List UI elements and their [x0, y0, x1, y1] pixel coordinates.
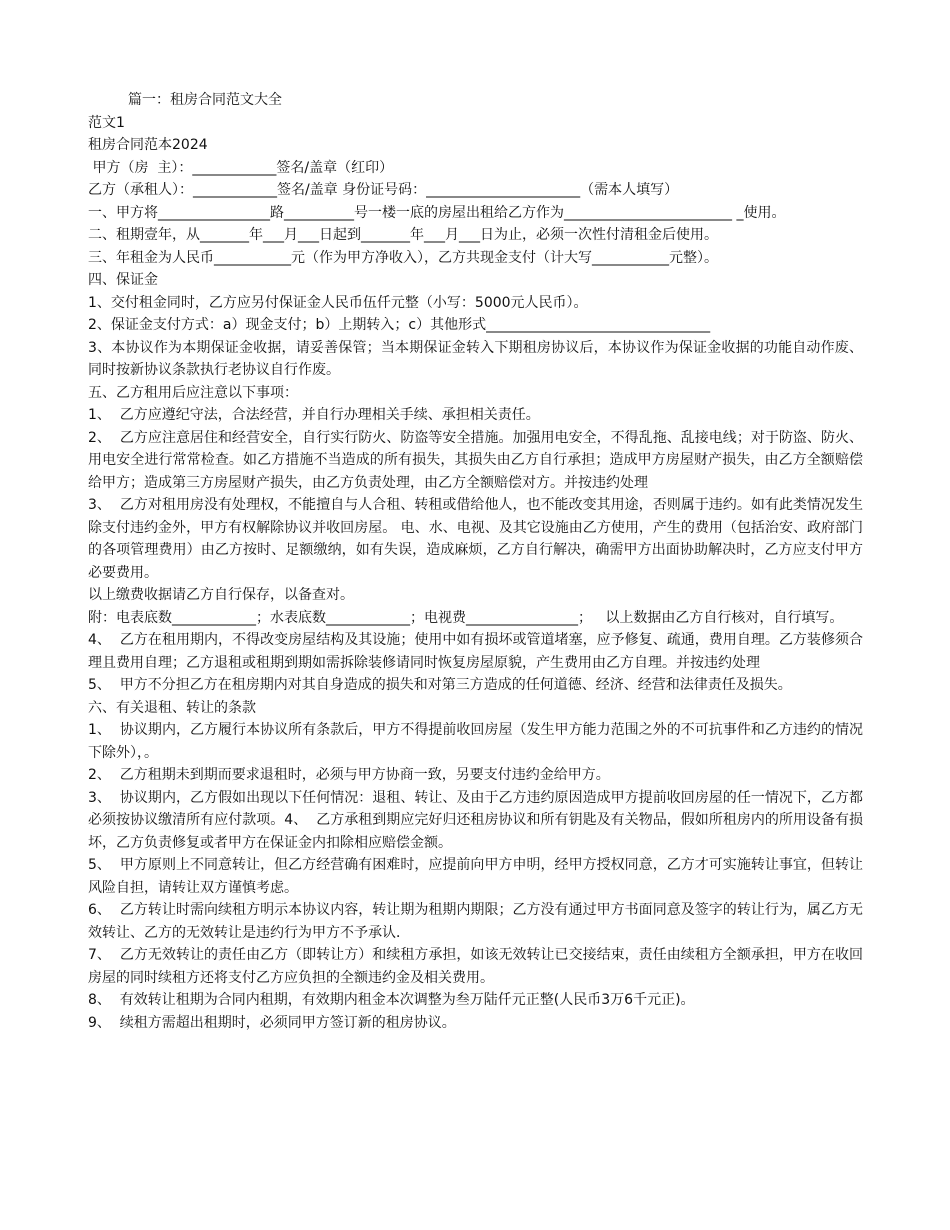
transfer-item-7: 7、 乙方无效转让的责任由乙方（即转让方）和续租方承担，如该无效转让已交接结束，责任由续租方全额承担，甲方在收回房屋的同时续租方还将支付乙方应负担的全额违约金及相关费用。 [88, 947, 863, 986]
deposit-item-3: 3、本协议作为本期保证金收据，请妥善保管；当本期保证金转入下期租房协议后，本协议作为保证金收据的功能自动作废、同时按新协议条款执行老协议自行作废。 [88, 339, 863, 378]
contract-heading: 租房合同范本2024 [88, 137, 208, 153]
party-a-line: 甲方（房 主）：____________签名/盖章（红印） [88, 159, 394, 176]
transfer-item-1: 1、 协议期内，乙方履行本协议所有条款后，甲方不得提前收回房屋（发生甲方能力范围之外的不可抗事件和乙方违约的情况下除外），。 [88, 722, 863, 761]
notice-item-4: 4、 乙方在租用期内，不得改变房屋结构及其设施；使用中如有损坏或管道堵塞，应予修复、疏通，费用自理。乙方装修须合理且费用自理；乙方退租或租期到期如需拆除装修请同时恢复房屋原貌，产生费用由乙方自理。并按违约处理 [88, 632, 863, 671]
notice-item-3: 3、 乙方对租用房没有处理权，不能擅自与人合租、转租或借给他人，也不能改变其用途，否则属于违约。如有此类情况发生除支付违约金外，甲方有权解除协议并收回房屋。 电、水、电视、及其它设施由乙方使用，产生的费用（包括治安、政府部门的各项管理费用）由乙方按时、足额缴纳，如有失误，造成麻烦，乙方自行解决，确需甲方出面协助解决时，乙方应支付甲方必要费用。 [88, 497, 863, 581]
section-5-heading: 五、乙方租用后应注意以下事项： [88, 384, 298, 401]
section-4-heading: 四、保证金 [88, 272, 158, 288]
section-6-heading: 六、有关退租、转让的条款 [88, 699, 256, 716]
party-b-line: 乙方（承租人）：____________签名/盖章 身份证号码：______________________（需本人填写） [88, 182, 679, 198]
transfer-item-6: 6、 乙方转让时需向续租方明示本协议内容，转让期为租期内期限；乙方没有通过甲方书面同意及签字的转让行为，属乙方无效转让、乙方的无效转让是违约行为甲方不予承认． [88, 902, 863, 941]
transfer-item-8: 8、 有效转让租期为合同内租期，有效期内租金本次调整为叁万陆仟元正整(人民币3万6千元正)。 [88, 992, 695, 1008]
sample-label: 范文1 [88, 114, 125, 131]
notice-item-1: 1、 乙方应遵纪守法，合法经营，并自行办理相关手续、承担相关责任。 [88, 407, 540, 423]
deposit-item-2: 2、保证金支付方式：a）现金支付；b）上期转入；c）其他形式________________________________ [88, 317, 711, 333]
transfer-item-5: 5、 甲方原则上不同意转让，但乙方经营确有困难时，应提前向甲方申明，经甲方授权同意，乙方才可实施转让事宜，但转让风险自担，请转让双方谨慎考虑。 [88, 857, 863, 896]
document-title: 篇一：租房合同范文大全 [128, 92, 282, 108]
deposit-item-1: 1、交付租金同时，乙方应另付保证金人民币伍仟元整（小写：5000元人民币）。 [88, 294, 588, 311]
transfer-item-9: 9、 续租方需超出租期时，必须同甲方签订新的租房协议。 [88, 1014, 456, 1031]
notice-item-5: 5、 甲方不分担乙方在租房期内对其自身造成的损失和对第三方造成的任何道德、经济、经营和法律责任及损失。 [88, 677, 792, 693]
receipt-note: 以上缴费收据请乙方自行保存，以备查对。 [88, 587, 354, 603]
transfer-item-3: 3、 协议期内，乙方假如出现以下任何情况：退租、转让、及由于乙方违约原因造成甲方提前收回房屋的任一情况下，乙方都必须按协议缴清所有应付款项。4、 乙方承租到期应完好归还租房协议和所有钥匙及有关物品，假如所租房内的所用设备有损坏，乙方负责修复或者甲方在保证金内扣除相应赔偿金额。 [88, 789, 863, 851]
notice-item-2: 2、 乙方应注意居住和经营安全，自行实行防火、防盗等安全措施。加强用电安全，不得乱拖、乱接电线；对于防盗、防火、用电安全进行常常检查。如乙方措施不当造成的所有损失，其损失由乙方自行承担；造成甲方房屋财产损失，由乙方全额赔偿给甲方；造成第三方房屋财产损失，由乙方负责处理，由乙方全额赔偿对方。并按违约处理 [88, 429, 863, 491]
transfer-item-2: 2、 乙方租期未到期而要求退租时，必须与甲方协商一致，另要支付违约金给甲方。 [88, 767, 610, 783]
clause-3-rent: 三、年租金为人民币___________元（作为甲方净收入），乙方共现金支付（计大写___________元整）。 [88, 249, 718, 266]
clause-1-premises: 一、甲方将________________路__________号一楼一底的房屋出租给乙方作为________________________ _使用。 [88, 204, 786, 221]
clause-2-term: 二、租期壹年，从_______年___月___日起到_______年___月___日为止，必须一次性付清租金后使用。 [88, 227, 718, 243]
document-page [88, 89, 863, 1034]
meter-readings: 附：电表底数____________；水表底数____________；电视费________________； 以上数据由乙方自行核对，自行填写。 [88, 609, 844, 626]
